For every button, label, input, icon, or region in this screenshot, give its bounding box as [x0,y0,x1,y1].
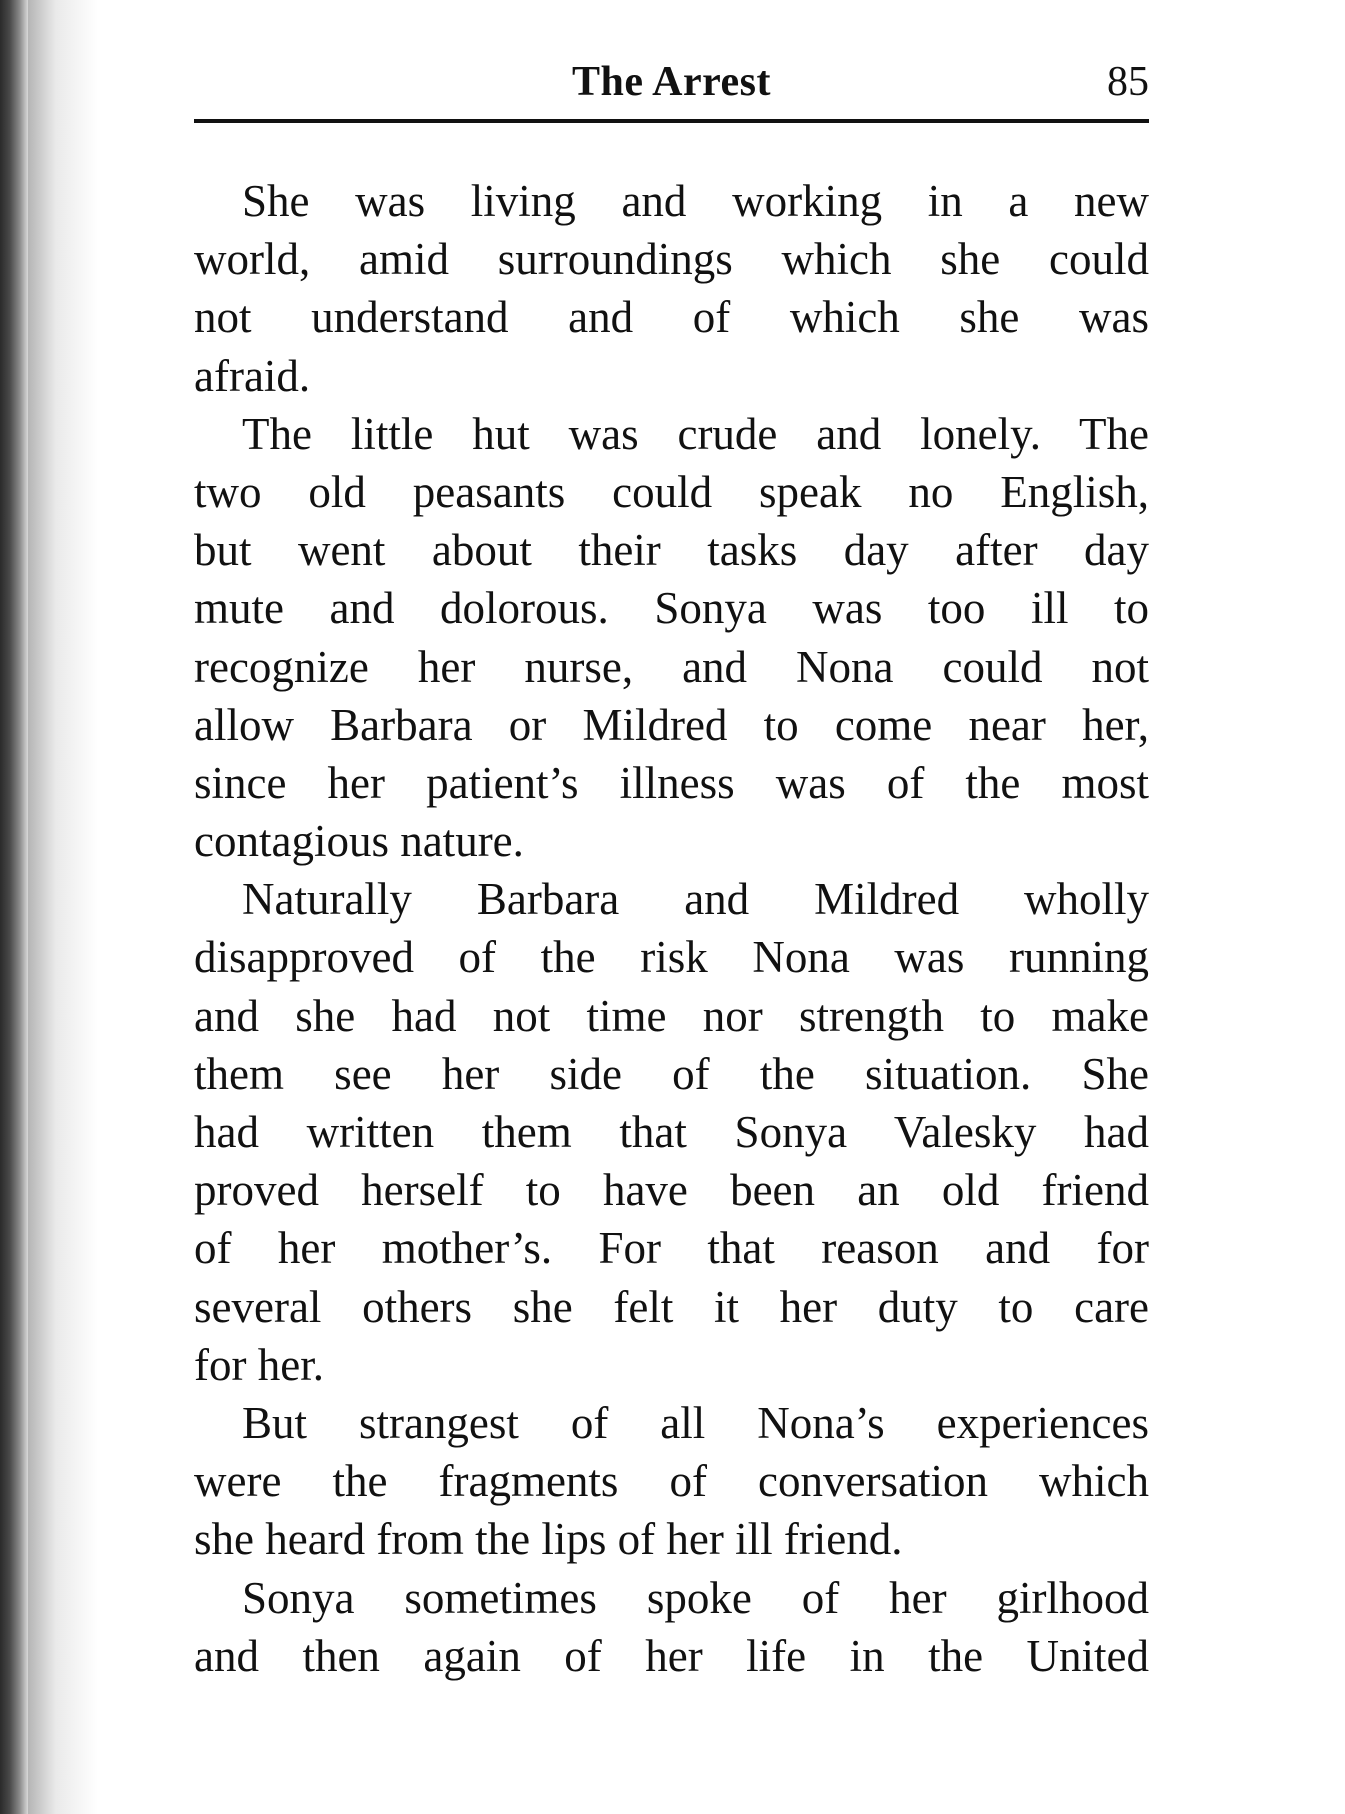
text-line: but went about their tasks day after day [194,525,1149,576]
scanned-binding-edge [0,0,28,1814]
text-line: several others she felt it her duty to care [194,1281,1149,1332]
text-line: since her patient’s illness was of the most [194,757,1149,808]
text-line: mute and dolorous. Sonya was too ill to [194,583,1149,634]
text-line: But strangest of all Nona’s experiences [242,1397,1149,1448]
text-line: allow Barbara or Mildred to come near her, [194,699,1149,750]
text-line: world, amid surroundings which she could [194,234,1149,285]
text-line: Naturally Barbara and Mildred wholly [242,874,1149,925]
text-line: she heard from the lips of her ill friend. [194,1514,903,1565]
text-line: recognize her nurse, and Nona could not [194,641,1149,692]
text-line: The little hut was crude and lonely. The [242,408,1149,459]
text-line: had written them that Sonya Valesky had [194,1107,1149,1157]
text-line: She was living and working in a new [242,176,1149,226]
text-line: contagious nature. [194,816,524,867]
chapter-title: The Arrest [571,59,772,105]
text-line: for her. [194,1339,324,1390]
text-line: of her mother’s. For that reason and for [194,1223,1149,1274]
text-line: and then again of her life in the United [194,1630,1149,1681]
page-number: 85 [1107,59,1149,105]
text-line: Sonya sometimes spoke of her girlhood [242,1572,1149,1623]
text-line: afraid. [194,350,311,401]
text-line: were the fragments of conversation which [194,1456,1149,1507]
text-line: and she had not time nor strength to make [194,990,1149,1041]
text-line: not understand and of which she was [194,292,1149,343]
header-rule [194,119,1149,123]
text-line: proved herself to have been an old friend [194,1165,1149,1216]
text-line: two old peasants could speak no English, [194,466,1149,517]
text-line: them see her side of the situation. She [194,1048,1149,1099]
body-text [194,172,1149,1685]
text-line: disapproved of the risk Nona was running [194,932,1149,983]
binding-shadow [28,0,98,1814]
running-head [194,58,1149,110]
